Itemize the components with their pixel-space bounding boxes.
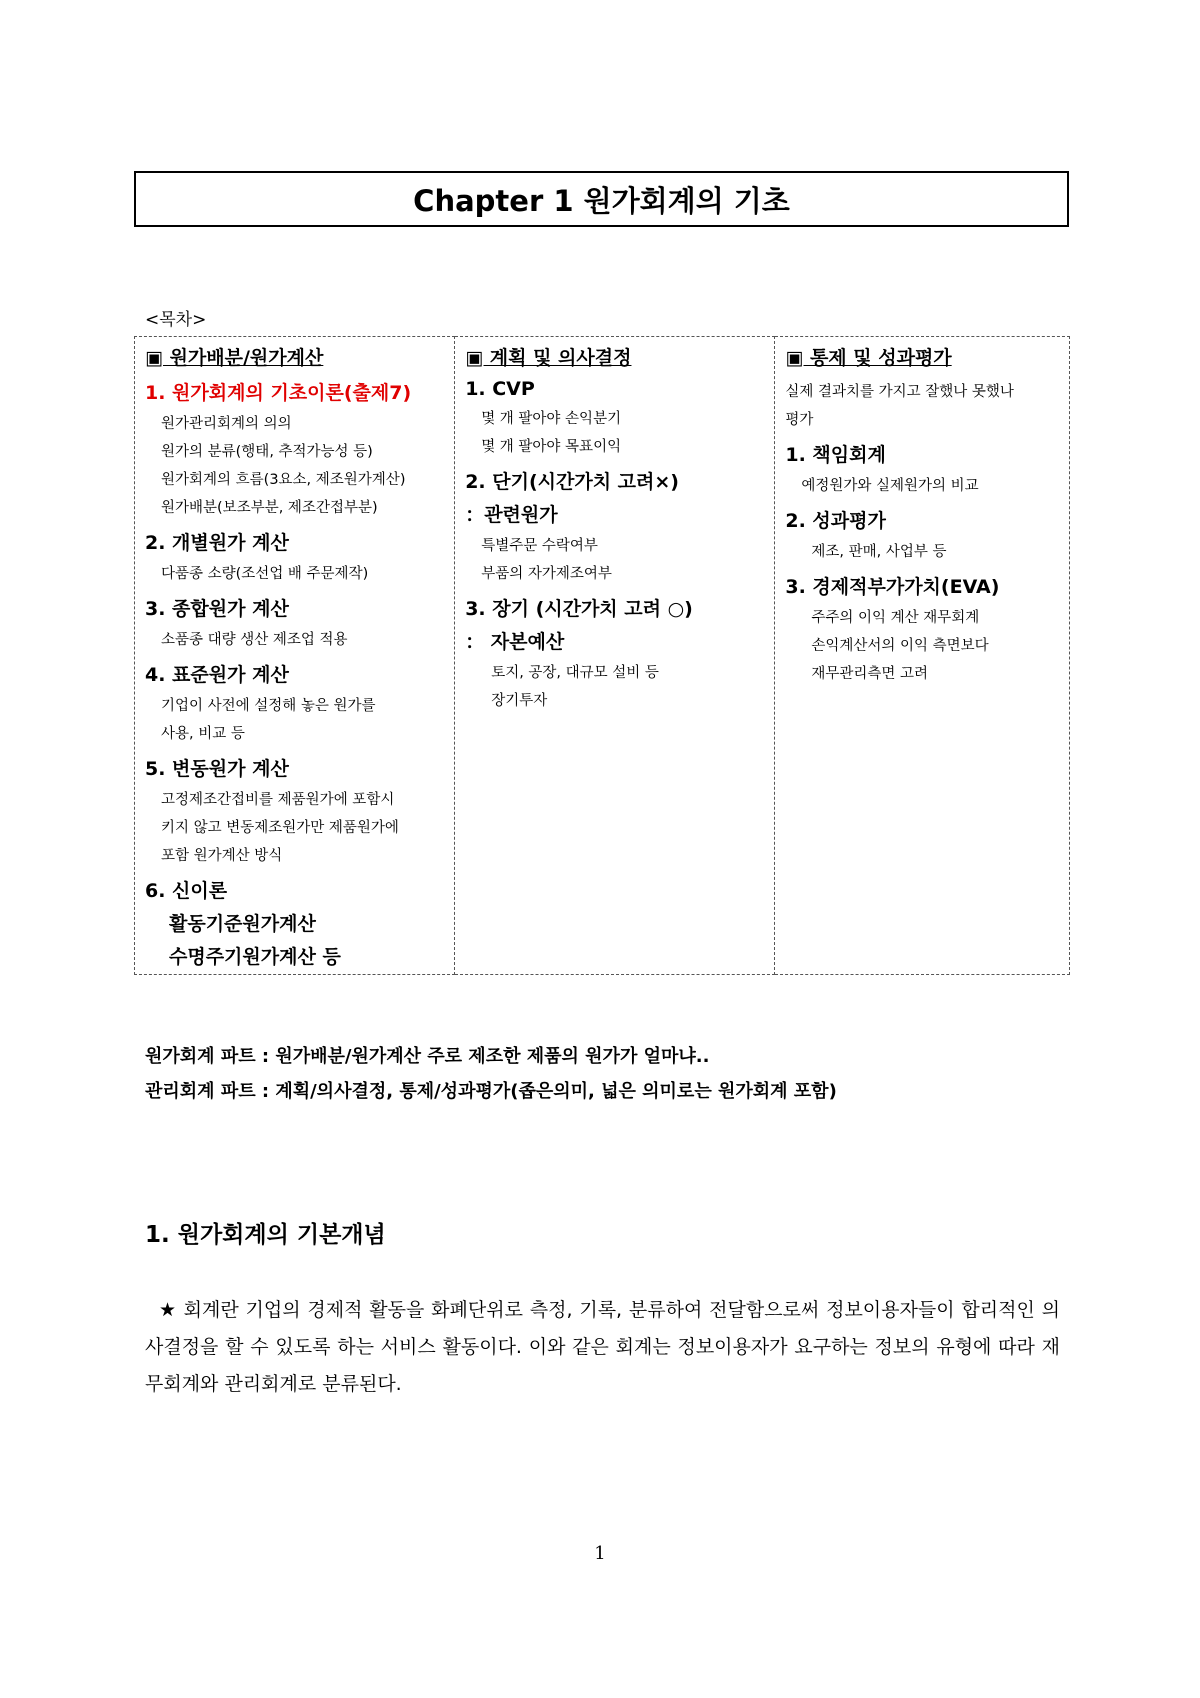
toc-item-line: 기업이 사전에 설정해 놓은 원가를 bbox=[161, 698, 376, 714]
toc-item-line: 주주의 이익 계산 재무회계 bbox=[811, 610, 980, 626]
toc-item-line: 원가의 분류(행태, 추적가능성 등) bbox=[161, 444, 373, 460]
toc-item-line: 장기투자 bbox=[491, 693, 548, 709]
column-intro-line: 평가 bbox=[785, 412, 814, 428]
toc-item-line: 예정원가와 실제원가의 비교 bbox=[801, 478, 979, 494]
toc-item-title: 1. CVP bbox=[465, 378, 535, 400]
toc-item-title: 2. 개별원가 계산 bbox=[145, 532, 289, 554]
toc-item-line: 다품종 소량(조선업 배 주문제작) bbox=[161, 566, 369, 582]
toc-item-title: 5. 변동원가 계산 bbox=[145, 758, 289, 780]
note-cost-accounting: 원가회계 파트 : 원가배분/원가계산 주로 제조한 제품의 원가가 얼마냐.. bbox=[145, 1046, 710, 1067]
toc-item-title: 2. 단기(시간가치 고려×) bbox=[465, 471, 679, 493]
toc-item-line: 토지, 공장, 대규모 설비 등 bbox=[491, 665, 659, 681]
note-management-accounting: 관리회계 파트 : 계획/의사결정, 통제/성과평가(좁은의미, 넓은 의미로는 원가회계 포함) bbox=[145, 1081, 837, 1102]
toc-item-title: 2. 성과평가 bbox=[785, 510, 886, 532]
column-heading: ▣ 통제 및 성과평가 bbox=[785, 347, 952, 369]
toc-column-cost-allocation bbox=[135, 337, 455, 975]
toc-column-control bbox=[775, 337, 1070, 975]
toc-item-title: 3. 장기 (시간가치 고려 ○) bbox=[465, 598, 693, 620]
toc-column-planning bbox=[455, 337, 775, 975]
column-heading: ▣ 원가배분/원가계산 bbox=[145, 347, 324, 369]
toc-item-title: 3. 종합원가 계산 bbox=[145, 598, 289, 620]
toc-item-subtitle: ： 자본예산 bbox=[465, 631, 565, 653]
toc-item-line: 원가배분(보조부분, 제조간접부분) bbox=[161, 500, 378, 516]
toc-item-line: 부품의 자가제조여부 bbox=[481, 566, 612, 582]
toc-item-line: 원가회계의 흐름(3요소, 제조원가계산) bbox=[161, 472, 406, 488]
section-heading: 1. 원가회계의 기본개념 bbox=[145, 1222, 386, 1248]
toc-table bbox=[134, 336, 1070, 975]
page-number: 1 bbox=[594, 1543, 606, 1564]
chapter-title: Chapter 1 원가회계의 기초 bbox=[134, 171, 1069, 227]
toc-item-line: 사용, 비교 등 bbox=[161, 726, 245, 742]
toc-item-subtitle: 수명주기원가계산 등 bbox=[169, 946, 341, 968]
toc-item-line: 몇 개 팔아야 목표이익 bbox=[481, 439, 622, 455]
toc-item-title: 1. 책임회계 bbox=[785, 444, 886, 466]
toc-item-title: 3. 경제적부가가치(EVA) bbox=[785, 576, 1000, 598]
toc-item-title: 6. 신이론 bbox=[145, 880, 228, 902]
toc-item-line: 몇 개 팔아야 손익분기 bbox=[481, 411, 622, 427]
toc-item-line: 소품종 대량 생산 제조업 적용 bbox=[161, 632, 348, 648]
toc-label: <목차> bbox=[145, 310, 207, 330]
toc-item-title: 4. 표준원가 계산 bbox=[145, 664, 289, 686]
toc-item-subtitle: ：관련원가 bbox=[465, 504, 558, 526]
column-intro-line: 실제 결과치를 가지고 잘했나 못했나 bbox=[785, 384, 1014, 400]
toc-item-title: 1. 원가회계의 기초이론(출제7) bbox=[145, 382, 412, 404]
toc-item-line: 특별주문 수락여부 bbox=[481, 538, 598, 554]
body-paragraph: ★ 회계란 기업의 경제적 활동을 화폐단위로 측정, 기록, 분류하여 전달함으로써 정보이용자들이 합리적인 의사결정을 할 수 있도록 하는 서비스 활동이다. 이와 같은 회계는 정보이용자가 요구하는 정보의 유형에 따라 재무회계와 관리회계로 분류된다. bbox=[145, 1299, 1060, 1395]
toc-item-line: 손익계산서의 이익 측면보다 bbox=[811, 638, 989, 654]
toc-item-line: 원가관리회계의 의의 bbox=[161, 416, 292, 432]
toc-item-subtitle: 활동기준원가계산 bbox=[169, 913, 316, 935]
toc-item-line: 고정제조간접비를 제품원가에 포함시 bbox=[161, 792, 395, 808]
toc-item-line: 제조, 판매, 사업부 등 bbox=[811, 544, 947, 560]
toc-item-line: 키지 않고 변동제조원가만 제품원가에 bbox=[161, 820, 399, 836]
toc-item-line: 포함 원가계산 방식 bbox=[161, 848, 283, 864]
column-heading: ▣ 계획 및 의사결정 bbox=[465, 347, 632, 369]
toc-item-line: 재무관리측면 고려 bbox=[811, 666, 929, 682]
